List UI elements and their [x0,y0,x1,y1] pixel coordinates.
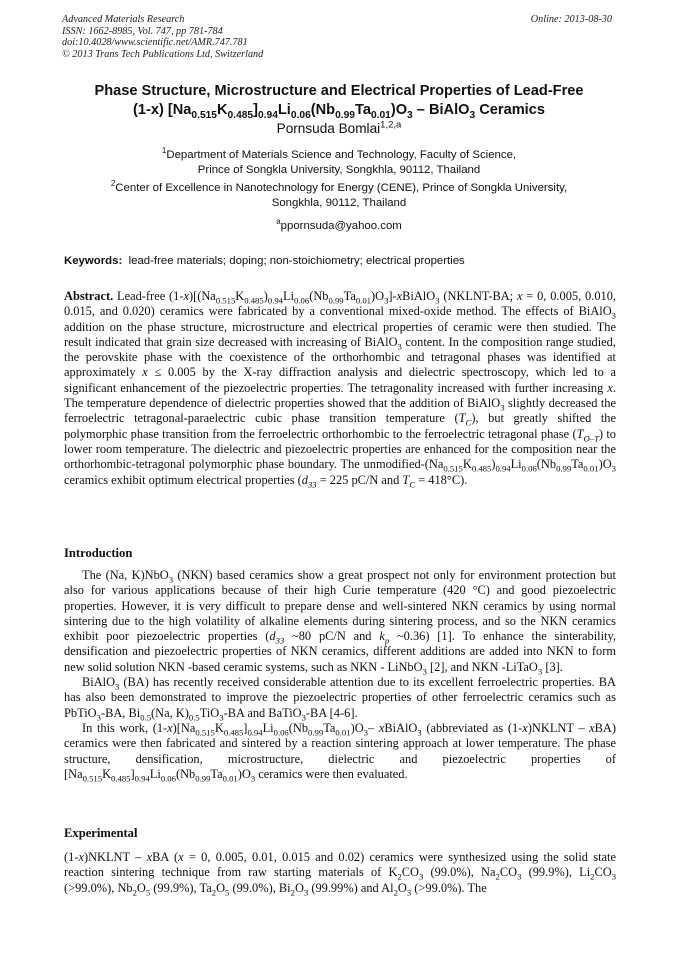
issn-line: ISSN: 1662-8985, Vol. 747, pp 781-784 [62,25,223,37]
author-email[interactable]: $^a$ppornsuda@yahoo.com [276,217,402,232]
intro-paragraph-1: The (Na, K)NbO$_3$ (NKN) based ceramics show a great prospect not only for environment protection but also for various applications because of their high Curie temperature (420 °C) and good piezoelectric properties. However, it is very difficult to prepare dense and well-sintered NKN ceramics by using normal sintering due to the high volatility of alkaline elements during sintering process, and so the NKN ceramics exhibit poor piezoelectric properties ($d_{33}$ ~80 pC/N and $k_p$ ~0.36) [1]. To enhance the sinterability, densification and piezoelectric properties of NKN ceramics, different additions are added into NKN to form new solid solution NKN -based ceramic systems, such as NKN - LiNbO$_3$ [2], and NKN -LiTaO$_3$ [3]. [64,568,616,677]
keywords [64,255,614,267]
introduction-heading: Introduction [64,546,133,560]
title-line-2: (1-x) $[Na_{0.515}K_{0.485}]_{0.94}Li_{0.06}(Nb_{0.99}Ta_{0.01})O_3$ – BiAlO$_3$ Ceramics [133,102,545,121]
keywords-text: lead-free materials; doping; non-stoichiometry; electrical properties [128,255,465,267]
intro-paragraph-3: In this work, $(1-x)[Na_{0.515}K_{0.485}]_{0.94}Li_{0.06}(Nb_{0.99}Ta_{0.01})O_3-$ xBiAlO$_3$ (abbreviated as (1-x)NKLNT – xBA) ceramics were then fabricated and sintered by a reaction sintering approach at lower temperature. The phase structure, densification, microstructure, dielectric and piezoelectric properties of $[Na_{0.515}K_{0.485}]_{0.94}Li_{0.06}(Nb_{0.99}Ta_{0.01})O_3$ ceramics were then evaluated. [64,720,617,784]
affiliation-2: $^2$Center of Excellence in Nanotechnology for Energy (CENE), Prince of Songkla University, Songkhla, 90112, Thailand [110,179,568,209]
paper-title [40,82,638,120]
journal-header [62,14,263,60]
affiliation-1: $^1$Department of Materials Science and Technology, Faculty of Science, Prince of Songkla University, Songkhla, 90112, Thailand [161,146,517,176]
experimental-heading: Experimental [64,826,138,840]
abstract-paragraph: Abstract. Lead-free $(1-x)[(Na_{0.515}K_{0.485})_{0.94}Li_{0.06}(Nb_{0.99}Ta_{0.01})O_3]-xBiAlO_3$ (NKLNT-BA; x = 0, 0.005, 0.010, 0.015, and 0.020) ceramics were fabricated by a conventional mixed-oxide method. The effects of BiAlO$_3$ addition on the phase structure, microstructure and electrical properties of ceramic were then studied. The result indicated that grain size decreased with increasing of BiAlO$_3$ content. In the composition range studied, the perovskite phase with the coexistence of the orthorhombic and tetragonal phases was identified at approximately x ≤ 0.005 by the X-ray diffraction analysis and dielectric spectroscopy, which led to a significant enhancement of the piezoelectric properties. The tetragonality increased with further increasing x. The temperature dependence of dielectric properties showed that the addition of BiAlO$_3$ slightly decreased the ferroelectric tetragonal-paraelectric cubic phase transition temperature $(T_C)$, but greatly shifted the polymorphic phase transition from the ferroelectric orthorhombic to the ferroelectric tetragonal phase $(T_{O-T})$ to lower room temperature. The dielectric and piezoelectric properties are enhanced for the composition near the orthorhombic-tetragonal polymorphic phase boundary. The unmodified-$(Na_{0.515}K_{0.485})_{0.94}Li_{0.06}(Nb_{0.99}Ta_{0.01})O_3$ ceramics exhibit optimum electrical properties ($d_{33} = 225$ pC/N and $T_C = 418^\circ C$). [64,289,616,490]
experimental-paragraph: (1-x)NKLNT – xBA (x = 0, 0.005, 0.01, 0.015 and 0.02) ceramics were synthesized using the solid state reaction sintering technique from raw starting materials of $K_2CO_3$ (99.0%), $Na_2CO_3$ (99.9%), $Li_2CO_3$ (>99.0%), $Nb_2O_5$ (99.9%), $Ta_2O_5$ (99.0%), $Bi_2O_3$ (99.99%) and $Al_2O_3$ (>99.0%). The [64,850,617,898]
abstract-label: Abstract. [64,289,114,303]
title-line-1: Phase Structure, Microstructure and Electrical Properties of Lead-Free [94,83,584,99]
doi-line[interactable]: doi:10.4028/www.scientific.net/AMR.747.781 [62,37,248,49]
journal-name: Advanced Materials Research [62,14,185,25]
experimental-body [64,850,616,896]
author-name: Pornsuda Bomlai$^{1,2,a}$ [276,119,402,136]
keywords-label: Keywords: [64,255,123,267]
introduction-body [64,568,616,782]
intro-paragraph-2: BiAlO$_3$ (BA) has recently received considerable attention due to its excellent ferroelectric properties. BA has also been demonstrated to improve the piezoelectric properties of other ferroelectric ceramics such as PbTiO$_3$-BA, $Bi_{0.5}(Na$, $K)_{0.5}TiO_3-BA$ and BaTiO$_3$-BA [4-6]. [64,675,616,723]
copyright-line: © 2013 Trans Tech Publications Ltd, Switzerland [62,48,264,60]
online-date: Online: 2013-08-30 [530,14,612,25]
